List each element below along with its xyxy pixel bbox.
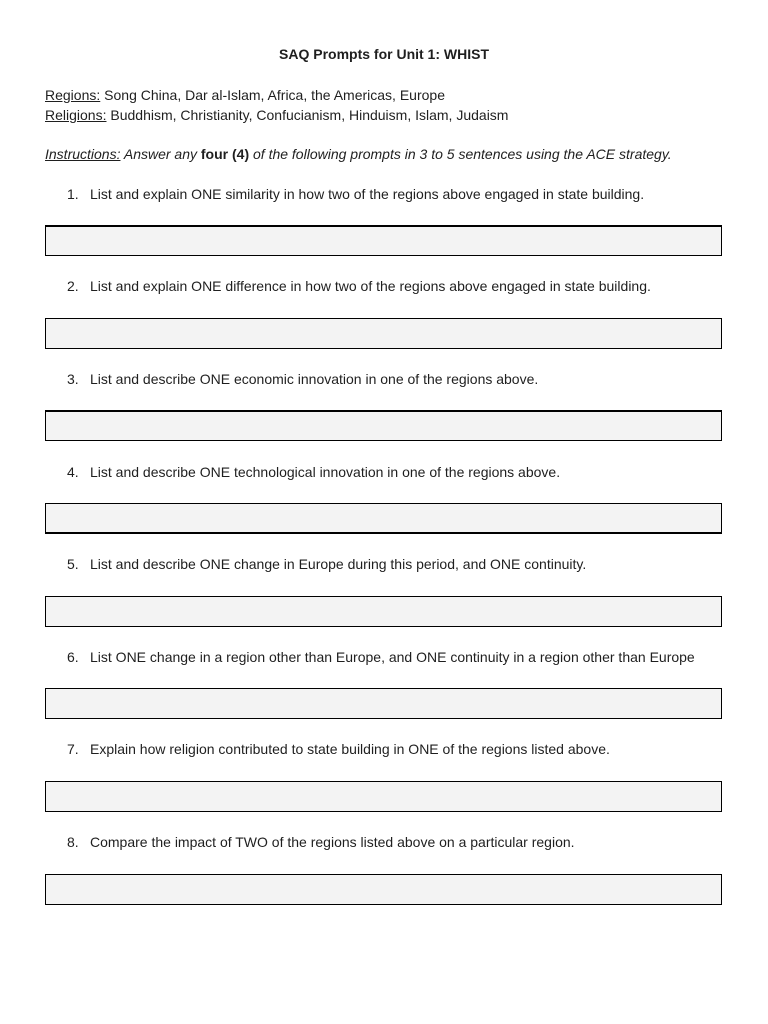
prompt-3 — [67, 371, 538, 387]
prompt-8 — [67, 834, 575, 850]
prompt-text: List and explain ONE difference in how two of the regions above engaged in state building. — [90, 278, 651, 294]
instructions-pre: Answer any — [120, 146, 201, 162]
prompt-number: 6. — [67, 649, 79, 665]
regions-line — [45, 87, 445, 103]
prompt-number: 8. — [67, 834, 79, 850]
answer-box-4[interactable] — [45, 503, 722, 534]
answer-box-5[interactable] — [45, 596, 722, 627]
religions-line — [45, 107, 508, 123]
prompt-7 — [67, 741, 610, 757]
instructions-post: of the following prompts in 3 to 5 sentences using the ACE strategy. — [249, 146, 672, 162]
prompt-text: List ONE change in a region other than Europe, and ONE continuity in a region other than Europe — [90, 649, 695, 665]
prompt-text: List and explain ONE similarity in how two of the regions above engaged in state building. — [90, 186, 645, 202]
prompt-number: 5. — [67, 556, 79, 572]
prompt-text: List and describe ONE change in Europe during this period, and ONE continuity. — [90, 556, 587, 572]
prompt-number: 4. — [67, 464, 79, 480]
instructions-bold: four (4) — [200, 146, 250, 162]
answer-box-1[interactable] — [45, 225, 722, 256]
answer-box-8[interactable] — [45, 874, 722, 905]
prompt-1 — [67, 186, 644, 202]
prompt-text: List and describe ONE technological innovation in one of the regions above. — [90, 464, 561, 480]
regions-text: Song China, Dar al-Islam, Africa, the Americas, Europe — [100, 87, 445, 103]
regions-label: Regions: — [45, 87, 101, 103]
prompt-text: Compare the impact of TWO of the regions listed above on a particular region. — [90, 834, 575, 850]
prompt-2 — [67, 278, 651, 294]
prompt-number: 3. — [67, 371, 79, 387]
prompt-text: List and describe ONE economic innovation in one of the regions above. — [90, 371, 539, 387]
prompt-4 — [67, 464, 560, 480]
answer-box-3[interactable] — [45, 410, 722, 441]
answer-box-6[interactable] — [45, 688, 722, 719]
prompt-text: Explain how religion contributed to state building in ONE of the regions listed above. — [90, 741, 610, 757]
prompt-6 — [67, 649, 695, 665]
answer-box-7[interactable] — [45, 781, 722, 812]
religions-text: Buddhism, Christianity, Confucianism, Hinduism, Islam, Judaism — [106, 107, 509, 123]
prompt-number: 7. — [67, 741, 79, 757]
instructions-label: Instructions: — [45, 146, 121, 162]
prompt-number: 1. — [67, 186, 79, 202]
prompt-5 — [67, 556, 586, 572]
prompt-number: 2. — [67, 278, 79, 294]
religions-label: Religions: — [45, 107, 107, 123]
instructions-line — [45, 146, 672, 162]
page-title: SAQ Prompts for Unit 1: WHIST — [279, 46, 489, 62]
answer-box-2[interactable] — [45, 318, 722, 349]
